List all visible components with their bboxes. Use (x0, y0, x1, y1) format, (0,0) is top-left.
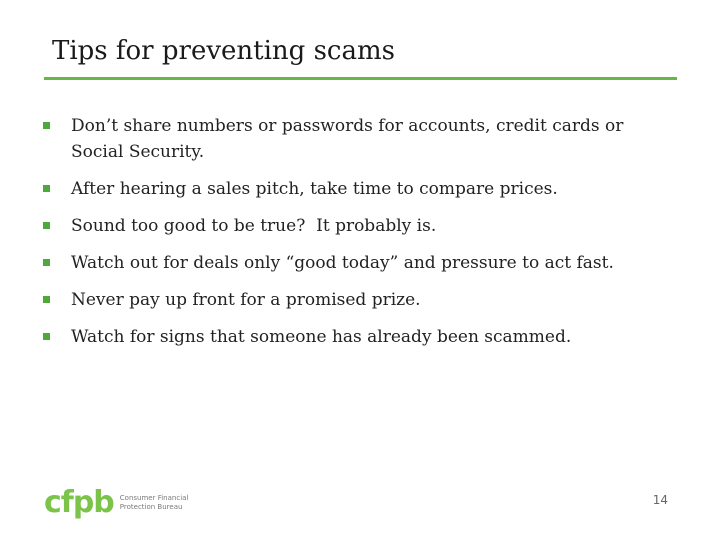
square-bullet-icon (43, 122, 50, 129)
page-number: 14 (652, 493, 668, 507)
square-bullet-icon (43, 222, 50, 229)
bullet-text: Sound too good to be true? It probably is. (71, 216, 437, 236)
square-bullet-icon (43, 185, 50, 192)
square-bullet-icon (43, 333, 50, 340)
logo-agency-name (120, 494, 190, 512)
bullet-text: After hearing a sales pitch, take time to compare prices. (71, 179, 558, 199)
title-divider (44, 77, 677, 80)
bullet-item (43, 176, 663, 202)
bullet-item (43, 213, 663, 239)
bullet-text: Watch for signs that someone has already been scammed. (71, 327, 572, 347)
square-bullet-icon (43, 296, 50, 303)
bullet-item (43, 287, 663, 313)
bullet-item (43, 113, 663, 165)
logo-text-line: Consumer Financial (119, 494, 189, 502)
logo-text-line: Protection Bureau (119, 503, 183, 511)
bullet-text: Never pay up front for a promised prize. (71, 290, 421, 310)
bullet-text: Watch out for deals only “good today” and pressure to act fast. (71, 253, 614, 273)
square-bullet-icon (43, 259, 50, 266)
bullet-list (43, 113, 663, 361)
slide-title: Tips for preventing scams (52, 36, 395, 66)
bullet-text: Don’t share numbers or passwords for accounts, credit cards or Social Security. (71, 116, 624, 162)
bullet-item (43, 324, 663, 350)
bullet-item (43, 250, 663, 276)
cfpb-logo (44, 487, 190, 519)
logo-mark: cfpb (44, 485, 114, 520)
